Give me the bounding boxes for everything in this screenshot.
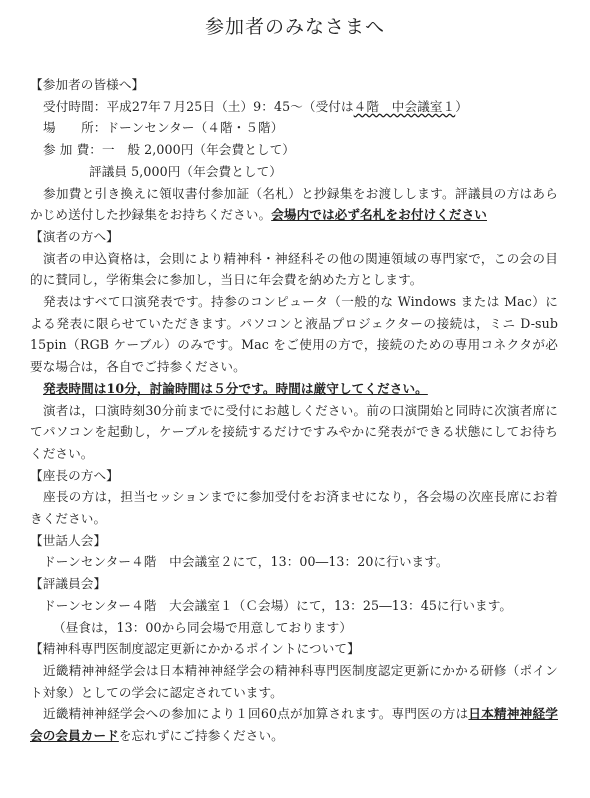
councilors-heading: 【評議員会】 — [30, 576, 107, 592]
fee-councilor: 評議員 5,000円（年会費として） — [89, 163, 282, 179]
councilors-note: （昼食は，13：00から同会場で用意しております） — [53, 619, 353, 635]
member-card-notice: 日本精神神経学会の会員カード — [30, 706, 559, 744]
specialist-para2-body: 近畿精神神経学会への参加により１回60点が加算されます。専門医の方は — [43, 706, 469, 722]
fee-general: 一 般 2,000円（年会費として） — [101, 142, 295, 158]
reception-time-label: 受付時間： — [43, 98, 107, 114]
place-value: ドーンセンター（４階・５階） — [106, 120, 284, 136]
presenters-para3: 演者は，口演時刻30分前までに受付にお越しください。前の口演開始と同時に次演者席にてパソコンを起動し，ケーブルを接続するだけですみやかに発表ができる状態にしてお待ちください。 — [30, 402, 558, 461]
specialist-para2-end: を忘れずにご持参ください。 — [118, 728, 284, 744]
chairs-text: 座長の方は，担当セッションまでに参加受付をお済ませになり，各会場の次座長席にお着きください。 — [30, 489, 558, 527]
reception-time-value: 平成27年７月25日（土）9：45～（受付は — [106, 98, 354, 114]
participants-text — [30, 183, 558, 226]
reception-place: ４階 中会議室１ — [353, 98, 456, 114]
presenters-heading: 【演者の方へ】 — [30, 228, 119, 244]
presenters-para2: 発表はすべて口演発表です。持参のコンピュータ（一般的な Windows または Mac）による発表に限らせていただきます。パソコンと液晶プロジェクターの接続は，ミニ D-sub 15pin（RGB ケーブル）のみです。Mac をご使用の方で，接続のための専用コネクタが必要な場合は，各自でご持参ください。 — [30, 294, 558, 375]
specialist-heading: 【精神科専門医制度認定更新にかかるポイントについて】 — [30, 641, 360, 657]
presentation-time-notice: 発表時間は10分，討論時間は５分です。時間は厳守してください。 — [43, 380, 428, 396]
place-line — [30, 117, 558, 139]
presenters-para1: 演者の申込資格は，会則により精神科・神経科その他の関連領域の専門家で，この会の目的に賛同し，学術集会に参加し，当日に年会費を納めた方とします。 — [30, 250, 558, 288]
place-label: 場 所： — [43, 120, 107, 136]
fee-label: 参 加 費： — [43, 142, 102, 158]
specialist-para1: 近畿精神神経学会は日本精神神経学会の精神科専門医制度認定更新にかかる研修（ポイント対象）としての学会に認定されています。 — [30, 662, 558, 700]
fee-line — [30, 139, 558, 161]
participants-heading: 【参加者の皆様へ】 — [30, 77, 145, 92]
document-body — [30, 74, 558, 747]
reception-time-line — [30, 96, 558, 118]
organizers-text: ドーンセンター４階 中会議室２にて，13：00―13：20に行います。 — [43, 554, 449, 570]
name-tag-notice: 会場内では必ず名札をお付けください — [271, 207, 487, 223]
page-title: 参加者のみなさまへ — [204, 16, 385, 38]
presentation-time-line — [30, 378, 558, 400]
specialist-para2 — [30, 703, 558, 746]
councilors-text: ドーンセンター４階 大会議室１（Ｃ会場）にて，13：25―13：45に行います。 — [43, 597, 513, 613]
reception-close: ） — [455, 98, 468, 114]
organizers-heading: 【世話人会】 — [30, 532, 107, 548]
participants-body: 参加費と引き換えに領収書付参加証（名札）と抄録集をお渡しします。評議員の方はあらかじめ送付した抄録集をお持ちください。 — [30, 185, 558, 223]
chairs-heading: 【座長の方へ】 — [30, 467, 119, 483]
